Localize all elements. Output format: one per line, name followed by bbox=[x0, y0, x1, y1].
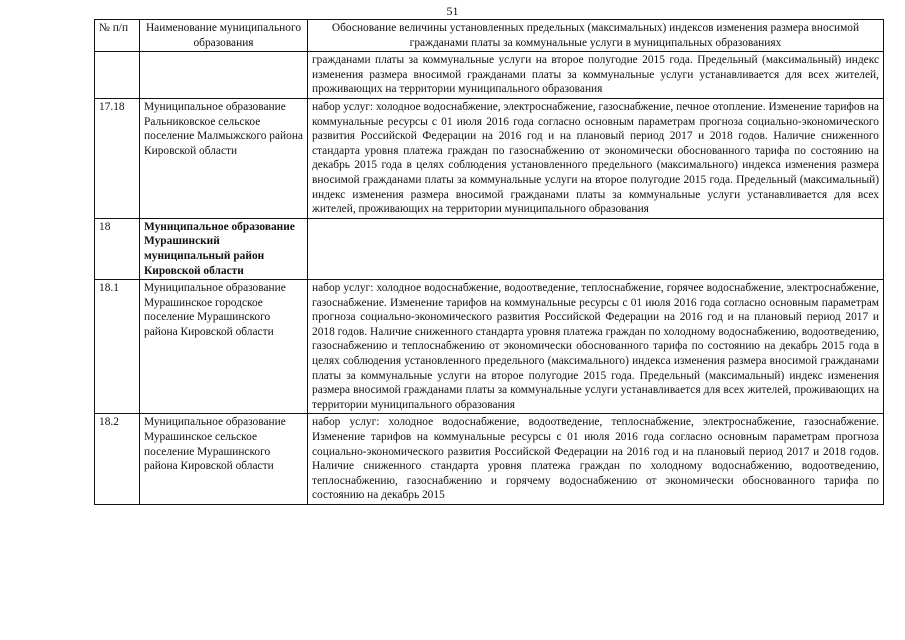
table-header-row bbox=[95, 20, 884, 52]
page-number: 51 bbox=[446, 4, 459, 18]
table-row bbox=[95, 52, 884, 99]
header-name: Наименование муниципального образования bbox=[140, 20, 308, 52]
table-row bbox=[95, 414, 884, 505]
row-num: 17.18 bbox=[95, 98, 140, 218]
row-reason: гражданами платы за коммунальные услуги на второе полугодие 2015 года. Предельный (максимальный) индекс изменения размера вносимой гражданами платы за коммунальные услуги устанавливается для всех жителей, проживающих на территории муниципального образования bbox=[308, 52, 884, 99]
row-name: Муниципальное образование Мурашинское городское поселение Мурашинского района Кировской области bbox=[140, 280, 308, 414]
header-num: № п/п bbox=[95, 20, 140, 52]
table-row bbox=[95, 280, 884, 414]
row-num: 18.1 bbox=[95, 280, 140, 414]
row-reason: набор услуг: холодное водоснабжение, водоотведение, теплоснабжение, электроснабжение, газоснабжение. Изменение тарифов на коммунальные ресурсы с 01 июля 2016 года согласно основным параметрам прогноза социально-экономического развития Российской Федерации на 2016 год и на плановый период 2017 и 2018 годов. Наличие сниженного стандарта уровня платежа граждан по холодному водоснабжению, водоотведению, теплоснабжению, газоснабжению и горячему водоснабжению от экономически обоснованного тарифа по состоянию на декабрь 2015 bbox=[308, 414, 884, 505]
row-name bbox=[140, 52, 308, 99]
row-name: Муниципальное образование Мурашинское сельское поселение Мурашинского района Кировской области bbox=[140, 414, 308, 505]
row-num: 18.2 bbox=[95, 414, 140, 505]
row-name: Муниципальное образование Ральниковское сельское поселение Малмыжского района Кировской области bbox=[140, 98, 308, 218]
header-reason: Обоснование величины установленных предельных (максимальных) индексов изменения размера вносимой гражданами платы за коммунальные услуги в муниципальных образованиях bbox=[308, 20, 884, 52]
row-reason bbox=[308, 218, 884, 279]
tariff-table bbox=[94, 19, 884, 505]
row-num bbox=[95, 52, 140, 99]
table-row bbox=[95, 98, 884, 218]
row-reason: набор услуг: холодное водоснабжение, водоотведение, теплоснабжение, горячее водоснабжение, электроснабжение, газоснабжение. Изменение тарифов на коммунальные ресурсы с 01 июля 2016 года согласно основным параметрам прогноза социально-экономического развития Российской Федерации на 2016 год и на плановый период 2017 и 2018 годов. Наличие сниженного стандарта уровня платежа граждан по холодному водоснабжению, водоотведению, газоснабжению и теплоснабжению от экономически обоснованного тарифа по состоянию на декабрь 2015 года в целях соблюдения установленного предельного (максимального) индекса изменения размера вносимой гражданами платы за коммунальные услуги на второе полугодие 2015 года. Предельный (максимальный) индекс изменения размера вносимой гражданами платы за коммунальные услуги устанавливается для всех жителей, проживающих на территории муниципального образования bbox=[308, 280, 884, 414]
row-reason: набор услуг: холодное водоснабжение, электроснабжение, газоснабжение, печное отопление. Изменение тарифов на коммунальные ресурсы с 01 июля 2016 года согласно основным параметрам прогноза социально-экономического развития Российской Федерации на 2016 год и на плановый период 2017 и 2018 годов. Наличие сниженного стандарта уровня платежа граждан по газоснабжению от экономически обоснованного тарифа по состоянию на декабрь 2015 года в целях соблюдения установленного предельного (максимального) индекса изменения размера вносимой гражданами платы за коммунальные услуги на второе полугодие 2015 года. Предельный (максимальный) индекс изменения размера вносимой гражданами платы за коммунальные услуги устанавливается для всех жителей, проживающих на территории муниципального образования bbox=[308, 98, 884, 218]
row-num: 18 bbox=[95, 218, 140, 279]
table-row bbox=[95, 218, 884, 279]
row-name: Муниципальное образование Мурашинский муниципальный район Кировской области bbox=[140, 218, 308, 279]
